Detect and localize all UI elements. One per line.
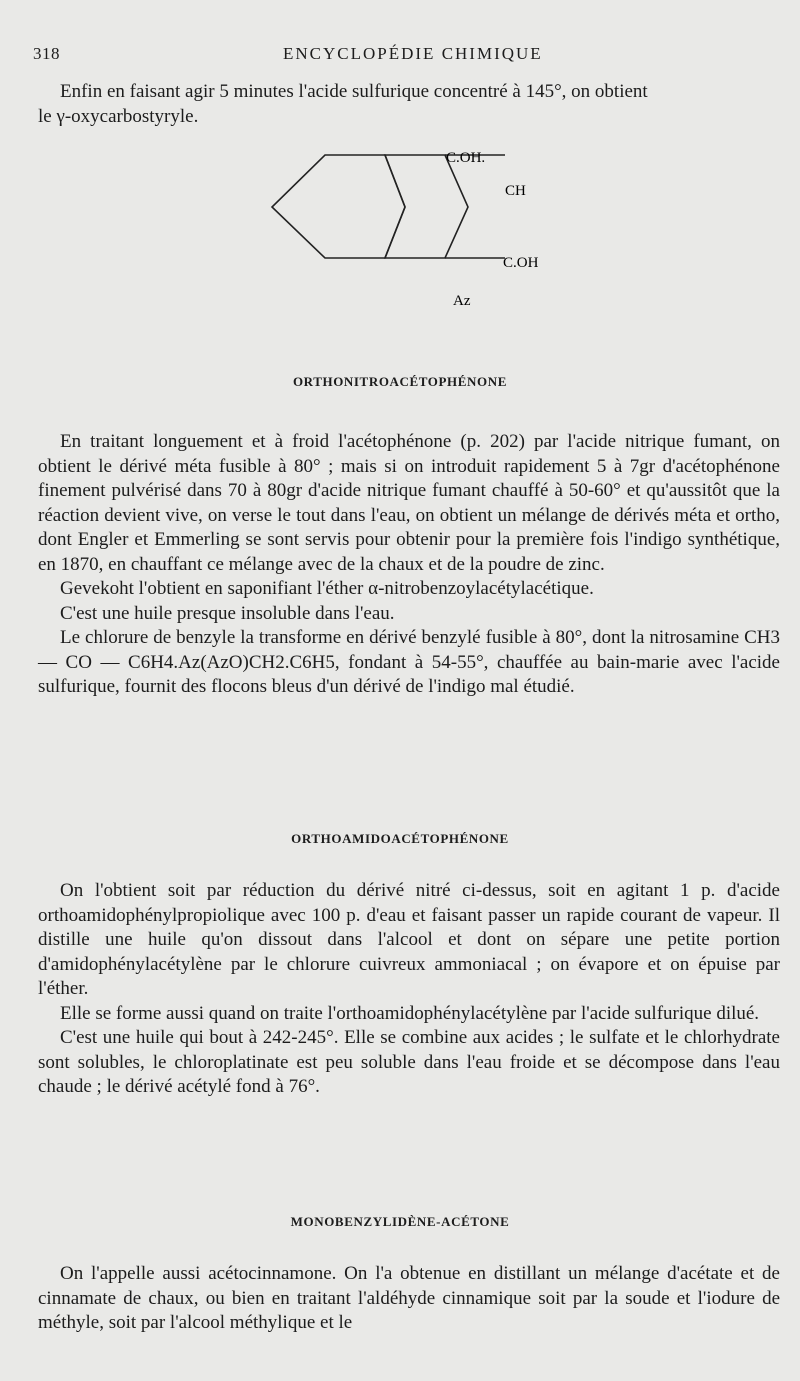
section2-body (38, 879, 780, 1100)
label-coh-bottom: C.OH (503, 255, 539, 271)
section2-paragraph-2: Elle se forme aussi quand on traite l'orthoamidophénylacétylène par l'acide sulfurique dilué. (60, 1002, 760, 1024)
quinoline-structure-diagram (260, 125, 560, 325)
section1-body (38, 430, 780, 700)
intro-line-1: Enfin en faisant agir 5 minutes l'acide sulfurique concentré à 145°, on obtient (60, 81, 648, 102)
section3-paragraph-1: On l'appelle aussi acétocinnamone. On l'a obtenue en distillant un mélange d'acétate et de cinnamate de chaux, ou bien en traitant l'aldéhyde cinnamique soit par la soude et l'iodure de méthyle, soit par l'alcool méthylique et le (38, 1263, 780, 1333)
section2-paragraph-3: C'est une huile qui bout à 242-245°. Elle se combine aux acides ; le sulfate et le chlorhydrate sont solubles, le chloroplatinate est peu soluble dans l'eau froide et se décompose dans l'eau chaude ; le dérivé acétylé fond à 76°. (38, 1027, 780, 1097)
label-az: Az (453, 293, 471, 309)
section1-paragraph-4: Le chlorure de benzyle la transforme en dérivé benzylé fusible à 80°, dont la nitrosamine CH3 — CO — C6H4.Az(AzO)CH2.C6H5, fondant à 54-55°, chauffée au bain-marie avec l'acide sulfurique, fournit des flocons bleus d'un dérivé de l'indigo mal étudié. (38, 627, 780, 697)
page-number: 318 (33, 44, 60, 63)
intro-text (38, 80, 780, 129)
running-title: ENCYCLOPÉDIE CHIMIQUE (283, 44, 543, 63)
label-ch: CH (505, 183, 526, 199)
section-title-monobenzylidene-acetone: MONOBENZYLIDÈNE-ACÉTONE (290, 1214, 510, 1229)
section3-body (38, 1262, 780, 1336)
label-coh-top: C.OH. (446, 150, 486, 166)
section-title-orthonitroacetophenone: ORTHONITROACÉTOPHÉNONE (292, 374, 508, 389)
section2-paragraph-1: On l'obtient soit par réduction du dérivé nitré ci-dessus, soit en agitant 1 p. d'acide orthoamidophénylpropiolique avec 100 p. d'eau et faisant passer un rapide courant de vapeur. Il distille une huile qu'on dissout dans l'alcool et dont on sépare une petite portion d'amidophénylacétylène par le chlorure cuivreux ammoniacal ; on évapore et on épuise par l'éther. (38, 880, 780, 999)
section-title-orthoamidoacetophenone: ORTHOAMIDOACÉTOPHÉNONE (291, 831, 509, 846)
section1-paragraph-2: Gevekoht l'obtient en saponifiant l'éther α-nitrobenzoylacétylacétique. (60, 578, 594, 599)
section1-paragraph-3: C'est une huile presque insoluble dans l'eau. (60, 602, 395, 624)
section1-paragraph-1: En traitant longuement et à froid l'acétophénone (p. 202) par l'acide nitrique fumant, on obtient le dérivé méta fusible à 80° ; mais si on introduit rapidement 5 à 7gr d'acétophénone finement pulvérisé dans 70 à 80gr d'acide nitrique fumant chauffé à 50-60° et qu'aussitôt que la réaction devient vive, on verse le tout dans l'eau, on obtient un mélange de dérivés méta et ortho, dont Engler et Emmerling se sont servis pour obtenir pour la première fois l'indigo synthétique, en 1870, en chauffant ce mélange avec de la chaux et de la poudre de zinc. (38, 431, 780, 575)
intro-line-2: le γ-oxycarbostyryle. (38, 105, 199, 127)
page-header (0, 44, 800, 68)
